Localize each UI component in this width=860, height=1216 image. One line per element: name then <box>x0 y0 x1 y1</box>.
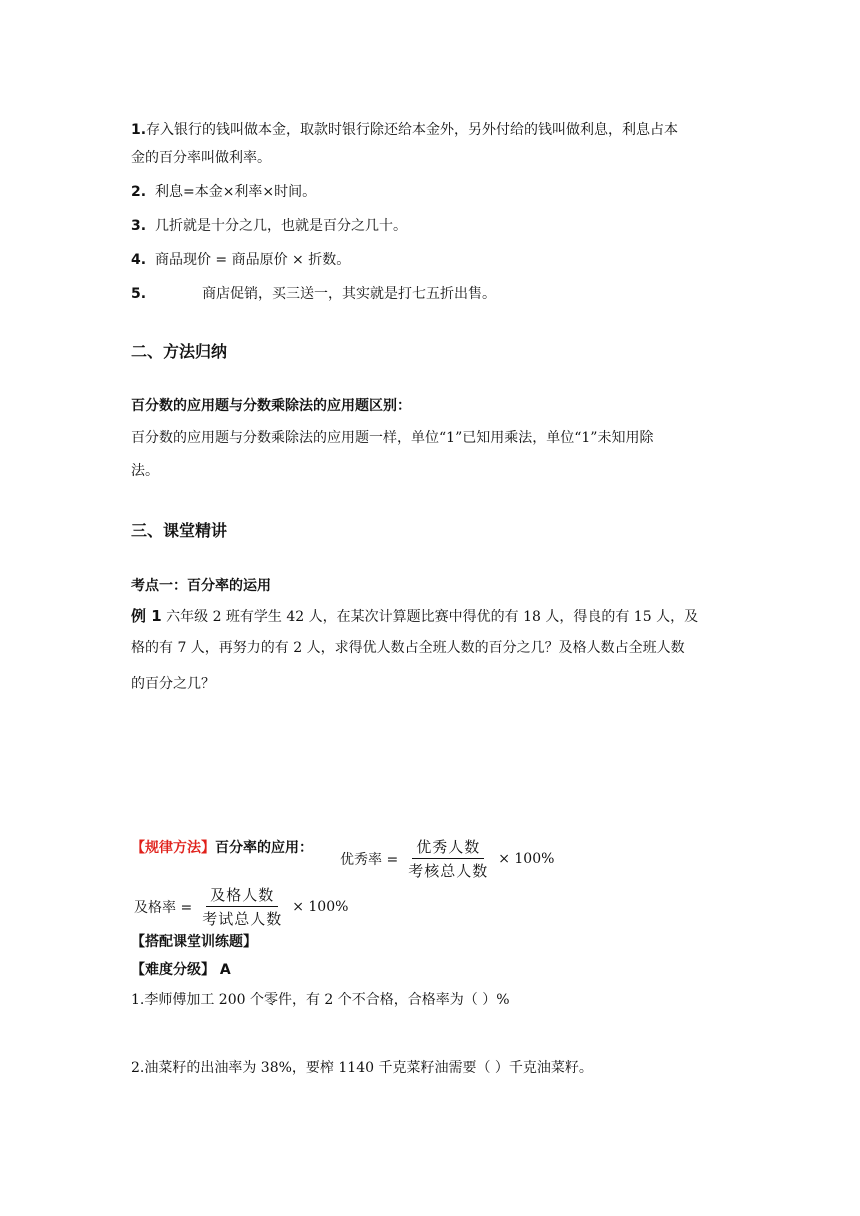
list-item-1 <box>131 120 678 140</box>
method-tag: 【规律方法】 <box>131 840 215 856</box>
example-line-2: 格的有 7 人，再努力的有 2 人，求得优人数占全班人数的百分之几？及格人数占全班人数 <box>131 640 685 656</box>
list-item-4 <box>131 250 350 270</box>
example-text: 六年级 2 班有学生 42 人，在某次计算题比赛中得优的有 18 人，得良的有 15 人，及 <box>166 609 699 625</box>
list-number: 5. <box>131 286 147 302</box>
formula-fraction <box>404 836 492 881</box>
fraction-denominator: 考核总人数 <box>408 862 489 880</box>
fraction-denominator: 考试总人数 <box>202 910 283 928</box>
formula-rhs: × 100% <box>498 850 555 867</box>
list-item-1-continuation: 金的百分率叫做利率。 <box>131 150 271 166</box>
example-label: 例 1 <box>131 607 162 625</box>
list-item-5 <box>131 284 496 304</box>
list-item-3 <box>131 216 407 236</box>
fraction-numerator: 及格人数 <box>206 884 278 907</box>
formula-lhs: 优秀率 = <box>340 851 399 868</box>
list-text: 几折就是十分之几，也就是百分之几十。 <box>154 218 407 234</box>
difficulty-line <box>131 960 231 980</box>
method-body-line-1: 百分数的应用题与分数乘除法的应用题一样，单位“1”已知用乘法，单位“1”未知用除 <box>131 430 654 446</box>
list-text: 利息=本金×利率×时间。 <box>154 184 317 200</box>
fraction-numerator: 优秀人数 <box>412 836 484 859</box>
list-number: 3. <box>131 218 147 234</box>
list-number: 4. <box>131 252 147 268</box>
method-label: 百分率的应用： <box>215 840 313 856</box>
formula-lhs: 及格率 = <box>134 899 193 916</box>
formula-pass-rate <box>134 884 348 929</box>
list-number: 2. <box>131 184 147 200</box>
list-item-2 <box>131 182 316 202</box>
method-body-line-2: 法。 <box>131 463 159 479</box>
section-heading-lecture: 三、课堂精讲 <box>131 521 228 540</box>
list-text: 存入银行的钱叫做本金，取款时银行除还给本金外，另外付给的钱叫做利息，利息占本 <box>146 122 679 138</box>
section-heading-method: 二、方法归纳 <box>131 342 228 361</box>
example-line-3: 的百分之几？ <box>131 676 215 692</box>
question-1: 1.李师傅加工 200 个零件，有 2 个不合格，合格率为（ ）% <box>131 992 510 1008</box>
formula-excellence-rate <box>340 836 554 881</box>
list-number: 1. <box>131 122 147 138</box>
method-tag-line <box>131 838 313 858</box>
list-text: 商品现价 = 商品原价 × 折数。 <box>154 252 351 268</box>
practice-title: 【搭配课堂训练题】 <box>131 934 257 950</box>
formula-rhs: × 100% <box>292 898 349 915</box>
question-2: 2.油菜籽的出油率为 38%，要榨 1140 千克菜籽油需要（ ）千克油菜籽。 <box>131 1060 593 1076</box>
kaodian-title: 考点一：百分率的运用 <box>131 578 271 594</box>
method-subheading: 百分数的应用题与分数乘除法的应用题区别： <box>131 398 411 414</box>
list-text: 商店促销，买三送一，其实就是打七五折出售。 <box>202 286 497 302</box>
example-line-1 <box>131 606 698 627</box>
formula-fraction <box>198 884 286 929</box>
difficulty-value: A <box>219 962 231 978</box>
difficulty-label: 【难度分级】 <box>131 962 215 978</box>
